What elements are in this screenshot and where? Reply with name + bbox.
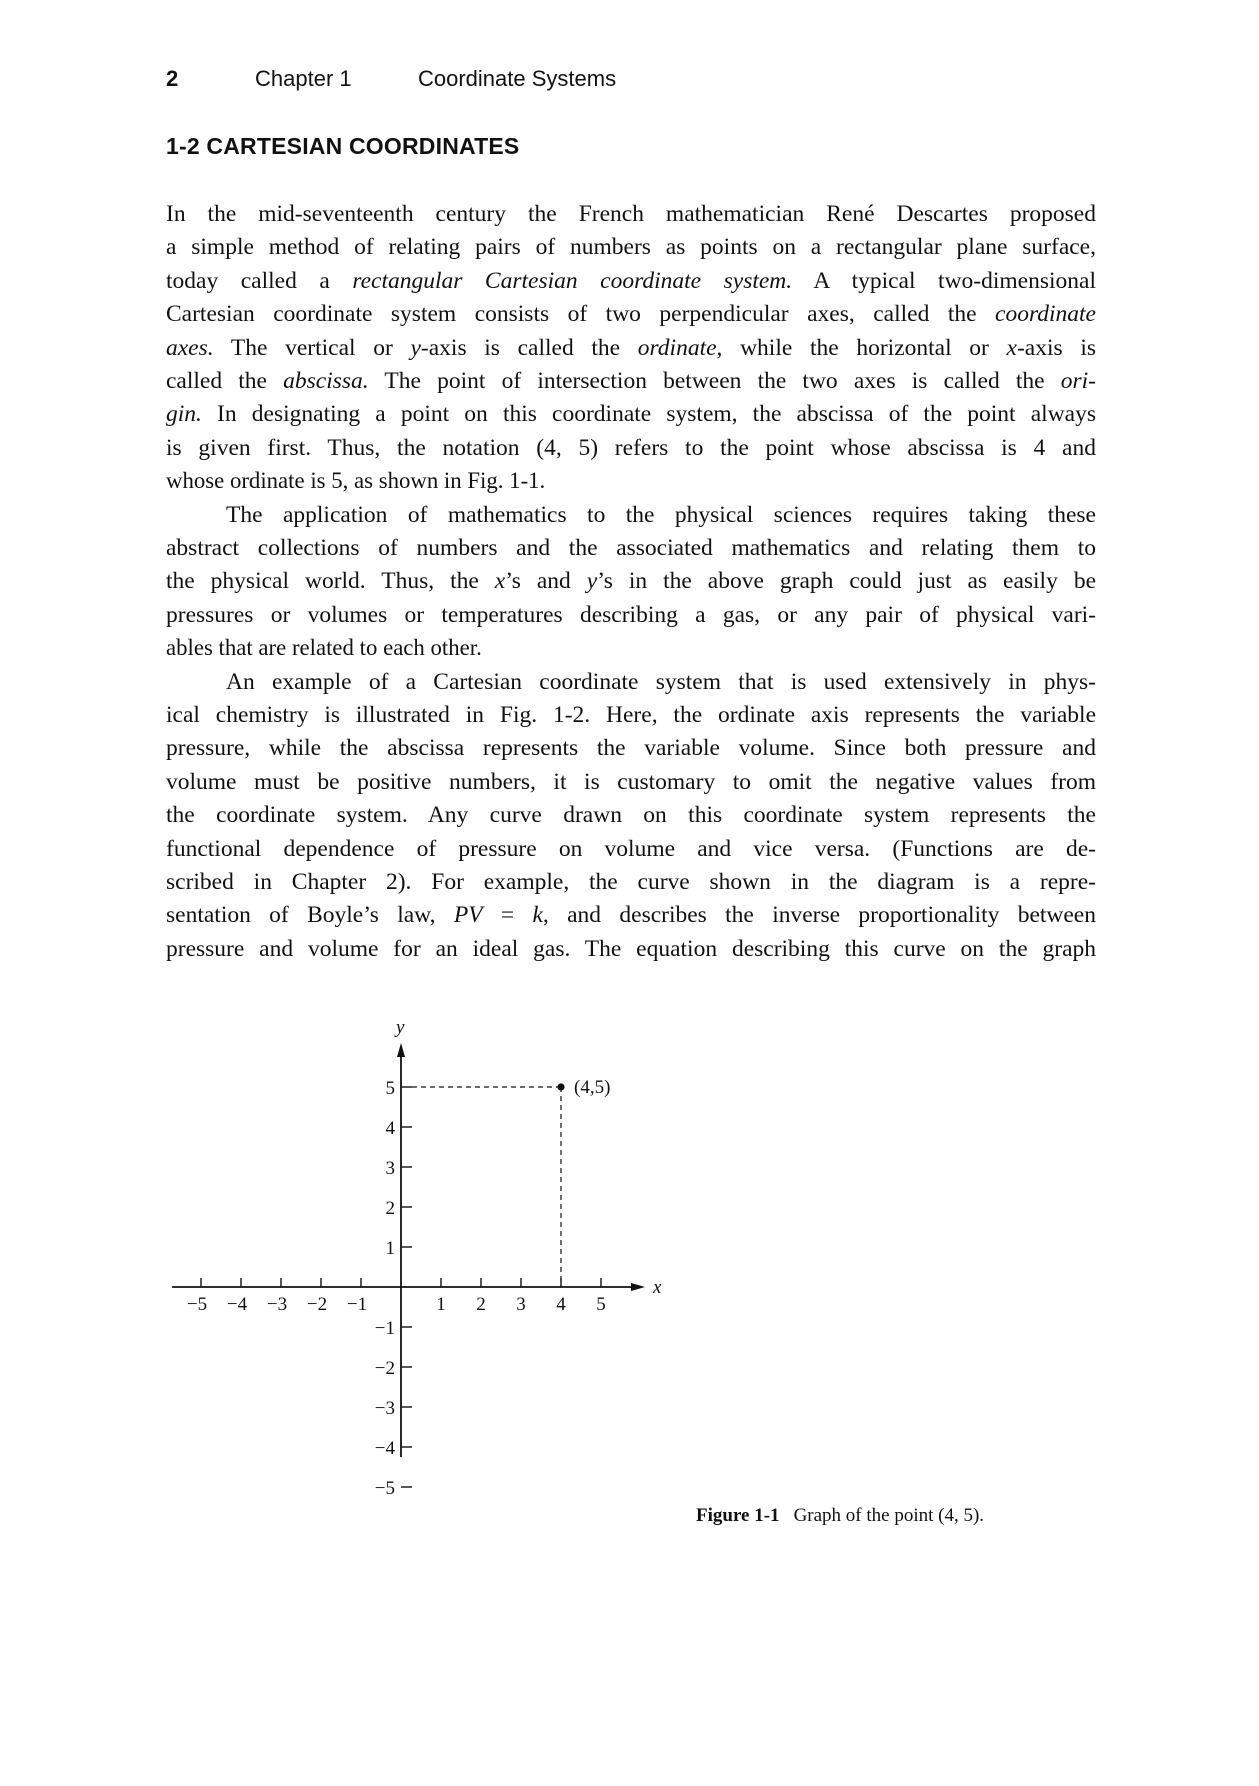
text-run: -axis is called the xyxy=(420,334,638,361)
text-line xyxy=(166,198,1096,231)
y-axis-label: y xyxy=(396,1017,405,1038)
x-tick-label: 3 xyxy=(516,1294,526,1315)
y-tick-label: −2 xyxy=(374,1358,395,1379)
text-run: ’s in the above graph could just as easily be xyxy=(597,568,1096,595)
figure-caption-text: Graph of the point (4, 5). xyxy=(793,1505,985,1526)
text-run: functional dependence of pressure on volume and vice versa. (Functions are de- xyxy=(166,835,1096,862)
y-tick-label: 5 xyxy=(385,1078,395,1099)
text-line xyxy=(166,766,1096,799)
text-run: , and describes the inverse proportionality between xyxy=(542,902,1096,929)
italic-term: x xyxy=(494,568,506,595)
text-run: In the mid-seventeenth century the French mathematician René Descartes proposed xyxy=(166,201,1096,227)
text-line xyxy=(166,365,1096,398)
italic-term: abscissa. xyxy=(283,367,369,394)
text-run: = xyxy=(482,902,533,929)
paragraph xyxy=(166,198,1096,499)
data-point-label: (4,5) xyxy=(574,1077,611,1098)
x-tick-label: −3 xyxy=(266,1294,288,1315)
text-line xyxy=(166,732,1096,765)
text-line xyxy=(166,298,1096,331)
text-run: today called a xyxy=(166,267,353,294)
text-line xyxy=(166,699,1096,732)
text-run: The point of intersection between the two axes is called the xyxy=(368,367,1061,394)
text-line xyxy=(166,432,1096,465)
text-run: pressures or volumes or temperatures describing a gas, or any pair of physical vari- xyxy=(166,601,1096,628)
italic-term: coordinate xyxy=(995,301,1096,328)
italic-term: gin. xyxy=(166,401,202,428)
running-head xyxy=(166,66,616,92)
text-run: In designating a point on this coordinate system, the abscissa of the point always xyxy=(201,401,1096,428)
section-heading: 1-2 CARTESIAN COORDINATES xyxy=(166,133,520,159)
text-run: An example of a Cartesian coordinate system that is used extensively in phys- xyxy=(226,668,1096,695)
italic-term: k xyxy=(532,902,543,929)
text-line xyxy=(166,666,1096,699)
text-run: A typical two-dimensional xyxy=(792,267,1096,294)
paragraph xyxy=(166,666,1096,967)
text-line xyxy=(166,899,1096,932)
x-axis-label: x xyxy=(653,1277,662,1298)
text-run: called the xyxy=(166,367,284,394)
text-line xyxy=(166,866,1096,899)
x-tick-label: −5 xyxy=(186,1294,208,1315)
x-tick-label: −2 xyxy=(306,1294,328,1315)
text-line xyxy=(166,599,1096,632)
text-line xyxy=(166,799,1096,832)
x-tick-label: 1 xyxy=(436,1294,446,1315)
text-line xyxy=(166,632,1096,665)
text-line xyxy=(166,532,1096,565)
text-line xyxy=(166,465,1096,498)
x-tick-label: 2 xyxy=(476,1294,486,1315)
chapter-title: Coordinate Systems xyxy=(418,66,617,91)
y-tick-label: −3 xyxy=(374,1398,395,1419)
text-run: ables that are related to each other. xyxy=(166,635,482,662)
text-run: sentation of Boyle’s law, xyxy=(166,902,454,929)
text-line xyxy=(166,933,1096,966)
x-axis-arrow-icon xyxy=(631,1283,645,1291)
text-line xyxy=(166,833,1096,866)
y-tick-label: 2 xyxy=(385,1198,395,1219)
x-tick-label: −1 xyxy=(346,1294,368,1315)
italic-term: axes. xyxy=(166,334,214,361)
italic-term: y xyxy=(410,334,421,361)
data-point xyxy=(557,1083,564,1090)
y-tick-label: 4 xyxy=(385,1118,395,1139)
y-tick-label: −4 xyxy=(374,1438,395,1459)
italic-term: rectangular Cartesian coordinate system. xyxy=(352,267,793,294)
italic-term: y xyxy=(586,568,598,595)
italic-term: ori- xyxy=(1060,367,1096,394)
text-line xyxy=(166,565,1096,598)
text-run: the physical world. Thus, the xyxy=(166,568,495,595)
text-run: scribed in Chapter 2). For example, the curve shown in the diagram is a repre- xyxy=(166,868,1096,895)
x-tick-label: −4 xyxy=(226,1294,248,1315)
y-tick-label: 3 xyxy=(385,1158,395,1179)
text-run: ’s and xyxy=(505,568,587,595)
text-run: ical chemistry is illustrated in Fig. 1-2. Here, the ordinate axis represents the variable xyxy=(166,701,1096,728)
text-run: pressure and volume for an ideal gas. The equation describing this curve on the graph xyxy=(166,935,1096,962)
page-number: 2 xyxy=(166,66,179,91)
text-run: abstract collections of numbers and the associated mathematics and relating them to xyxy=(166,534,1096,561)
text-run: a simple method of relating pairs of numbers as points on a rectangular plane surface, xyxy=(166,234,1096,261)
x-tick-label: 5 xyxy=(596,1294,606,1315)
text-run: The application of mathematics to the physical sciences requires taking these xyxy=(226,501,1096,528)
y-tick-label: −5 xyxy=(374,1478,395,1499)
y-tick-label: −1 xyxy=(374,1318,395,1339)
y-tick-label: 1 xyxy=(385,1238,395,1259)
text-run: the coordinate system. Any curve drawn on this coordinate system represents the xyxy=(166,802,1096,829)
text-run: volume must be positive numbers, it is customary to omit the negative values from xyxy=(166,768,1096,795)
paragraph xyxy=(166,499,1096,666)
text-line xyxy=(166,332,1096,365)
italic-term: ordinate, xyxy=(637,334,723,361)
y-axis-arrow-icon xyxy=(397,1043,405,1057)
text-run: whose ordinate is 5, as shown in Fig. 1-1. xyxy=(166,468,546,495)
text-line xyxy=(166,499,1096,532)
figure-number: Figure 1-1 xyxy=(696,1505,780,1526)
text-line xyxy=(166,231,1096,264)
text-line xyxy=(166,265,1096,298)
text-run: while the horizontal or xyxy=(722,334,1007,361)
text-run: is given first. Thus, the notation (4, 5) refers to the point whose abscissa is 4 and xyxy=(166,434,1096,461)
text-run: Cartesian coordinate system consists of two perpendicular axes, called the xyxy=(166,301,996,328)
text-line xyxy=(166,398,1096,431)
figure-caption xyxy=(696,1505,984,1527)
italic-term: x xyxy=(1006,334,1017,361)
text-run: The vertical or xyxy=(213,334,411,361)
text-run: -axis is xyxy=(1016,334,1096,361)
italic-term: PV xyxy=(453,902,483,929)
x-tick-label: 4 xyxy=(556,1294,566,1315)
chapter-label: Chapter 1 xyxy=(255,66,352,91)
text-run: pressure, while the abscissa represents the variable volume. Since both pressure and xyxy=(166,735,1096,762)
